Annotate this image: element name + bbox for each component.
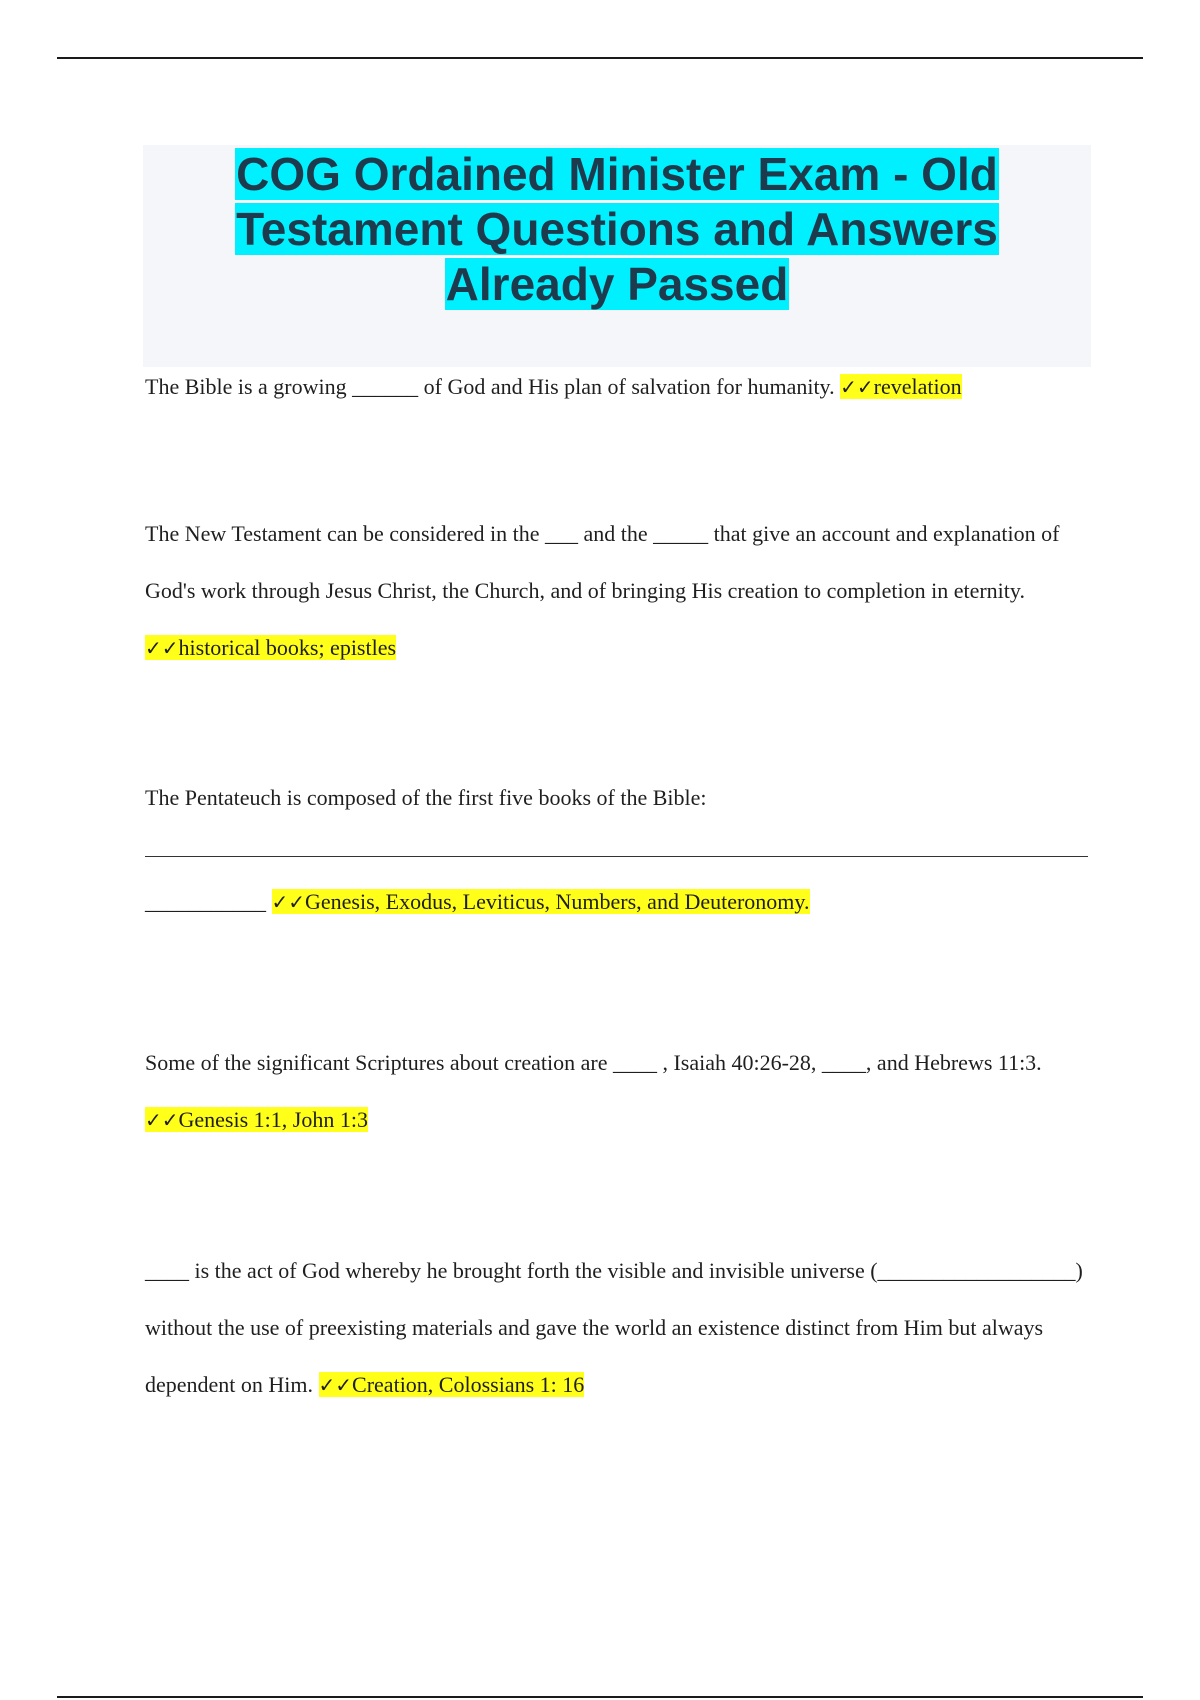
double-check-icon: ✓✓ <box>271 890 306 914</box>
question-text-continued: ___________ <box>145 889 272 914</box>
answer-text: historical books; epistles <box>178 635 397 660</box>
question-3 <box>145 769 1095 922</box>
double-check-icon: ✓✓ <box>145 1108 179 1132</box>
answer-highlight <box>319 1372 585 1397</box>
question-4 <box>145 1034 1095 1149</box>
answer-text: Creation, Colossians 1: 16 <box>352 1372 585 1397</box>
title-line-1: COG Ordained Minister Exam - Old <box>236 148 998 200</box>
question-2 <box>145 505 1095 677</box>
page-top-rule <box>57 57 1143 59</box>
answer-text: Genesis, Exodus, Leviticus, Numbers, and Deuteronomy. <box>305 889 810 914</box>
answer-highlight <box>145 635 396 660</box>
title-block <box>143 145 1091 367</box>
double-check-icon: ✓✓ <box>145 636 179 660</box>
title-line-2: Testament Questions and Answers <box>236 203 998 255</box>
answer-highlight <box>840 374 961 399</box>
question-5 <box>145 1242 1095 1414</box>
page-bottom-rule <box>57 1696 1143 1698</box>
question-text: The Pentateuch is composed of the first five books of the Bible: <box>145 785 707 810</box>
answer-fill-line <box>145 856 1088 857</box>
title-line-3: Already Passed <box>445 258 789 310</box>
question-1 <box>145 358 1095 416</box>
question-text: ____ is the act of God whereby he brought forth the visible and invisible universe (__________________) without the use of preexisting materials and gave the world an existence distinct from Him but always dependent on Him. <box>145 1258 1083 1397</box>
answer-text: Genesis 1:1, John 1:3 <box>178 1107 368 1132</box>
double-check-icon: ✓✓ <box>840 375 874 399</box>
question-text: The Bible is a growing ______ of God and His plan of salvation for humanity. <box>145 374 841 399</box>
question-text: The New Testament can be considered in the ___ and the _____ that give an account and explanation of God's work through Jesus Christ, the Church, and of bringing His creation to completion in eternity. <box>145 521 1060 603</box>
double-check-icon: ✓✓ <box>318 1373 353 1397</box>
question-text: Some of the significant Scriptures about creation are ____ , Isaiah 40:26-28, ____, and Hebrews 11:3. <box>145 1050 1042 1075</box>
answer-highlight <box>145 1107 368 1132</box>
answer-text: revelation <box>873 374 962 399</box>
document-title <box>143 145 1091 312</box>
answer-highlight <box>272 889 810 914</box>
